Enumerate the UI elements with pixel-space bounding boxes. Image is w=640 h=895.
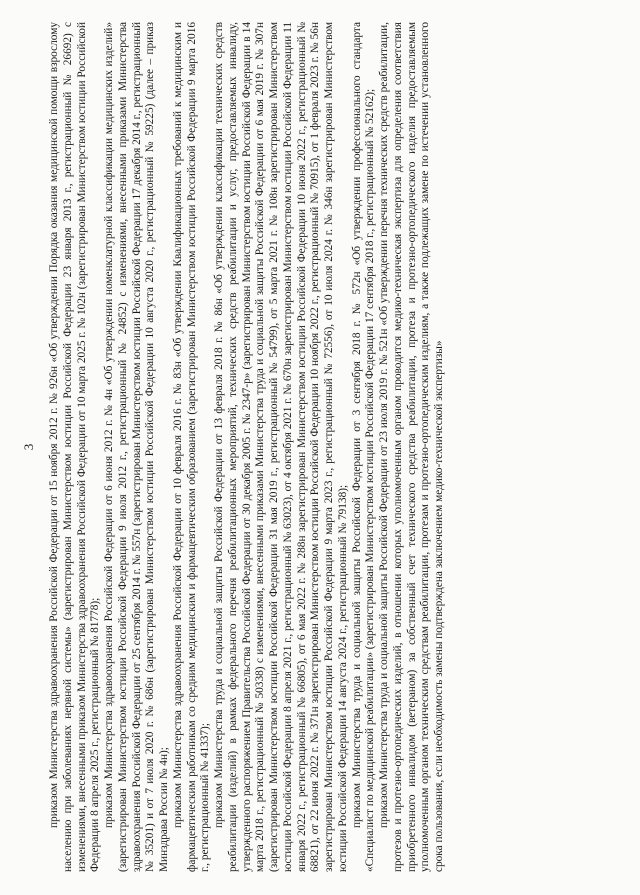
document-body	[48, 22, 447, 872]
rotated-document	[22, 22, 622, 872]
paragraph: приказом Министерства здравоохранения Российской Федерации от 10 февраля 2016 г. № 83н «Об утверждении Квалификационных требований к медицинским и фармацевтическим работникам со средним медицинским и фармацевтическим образованием (зарегистрирован Министерством юстиции Российской Федерации 9 марта 2016 г., регистрационный № 41337);	[171, 22, 212, 872]
paragraph: приказом Министерства здравоохранения Российской Федерации от 15 ноября 2012 г. № 926н «Об утверждении Порядка оказания медицинской помощи взрослому населению при заболеваниях нервной системы» (зарегистрирован Министерством юстиции Российской Федерации 23 января 2013 г., регистрационный № 26692) с изменениями, внесенными приказом Министерства здравоохранения Российской Федерации от 10 марта 2025 г. № 102н (зарегистрирован Министерством юстиции Российской Федерации 8 апреля 2025 г., регистрационный № 81778);	[48, 22, 102, 872]
page-number: 3	[21, 443, 36, 451]
paragraph: приказом Министерства труда и социальной защиты Российской Федерации от 13 февраля 2018 г. № 86н «Об утверждении классификации технических средств реабилитации (изделий) в рамках федерального перечня реабилитационных мероприятий, технических средств реабилитации и услуг, предоставляемых инвалиду, утвержденного распоряжением Правительства Российской Федерации от 30 декабря 2005 г. № 2347-р» (зарегистрирован Министерством юстиции Российской Федерации в 14 марта 2018 г., регистрационный № 50338) с изменениями, внесенными приказами Министерства труда и социальной защиты Российской Федерации от 6 мая 2019 г. № 307н (зарегистрирован Министерством юстиции Российской Федерации 31 мая 2019 г., регистрационный № 54799), от 5 марта 2021 г. № 108н зарегистрирован Министерством юстиции Российской Федерации 8 апреля 2021 г., регистрационный № 63023), от 4 октября 2021 г. № 670н зарегистрирован Министерством юстиции Российской Федерации 11 января 2022 г., регистрационный № 66805), от 6 мая 2022 г. № 288н зарегистрирован Министерством юстиции Российской Федерации 10 июня 2022 г., регистрационный № 68821), от 22 июня 2022 г. № 371н зарегистрирован Министерством юстиции Российской Федерации 10 ноября 2022 г., регистрационный № 70915), от 1 февраля 2023 г. № 56н зарегистрирован Министерством юстиции Российской Федерации 9 марта 2023 г., регистрационный № 72556), от 10 июля 2024 г. № 346н зарегистрирован Министерством юстиции Российской Федерации 14 августа 2024 г., регистрационный № 79138);	[213, 22, 349, 872]
paragraph: приказом Министерства труда и социальной защиты Российской Федерации от 3 сентября 2018 г. № 572н «Об утверждении профессионального стандарта «Специалист по медицинской реабилитации» (зарегистрирован Министерством юстиции Российской Федерации 17 сентября 2018 г., регистрационный № 52162);	[350, 22, 377, 872]
paragraph: приказом Министерства труда и социальной защиты Российской Федерации от 23 июля 2019 г. № 521н «Об утверждении перечня технических средств реабилитации, протезов и протезно-ортопедических изделий, в отношении которых уполномоченным органом проводится медико-техническая экспертиза для определения соответствия приобретенного инвалидом (ветераном) за собственный счет технического средства реабилитации, протеза и протезно-ортопедического изделия предоставляемым уполномоченным органом техническим средствам реабилитации, протезам и протезно-ортопедическим изделиям, а также подлежащих замене по истечении установленного срока пользования, если необходимость замены подтверждена заключением медико-технической экспертизы»	[378, 22, 445, 872]
paragraph: приказом Министерства здравоохранения Российской Федерации от 6 июня 2012 г. № 4н «Об утверждении номенклатурной классификации медицинских изделий» (зарегистрирован Министерством юстиции Российской Федерации 9 июля 2012 г., регистрационный № 24852) с изменениями, внесенными приказами Министерства здравоохранения Российской Федерации от 25 сентября 2014 г. № 557н (зарегистрирован Министерством юстиции Российской Федерации 17 декабря 2014 г., регистрационный № 35201) и от 7 июля 2020 г. № 686н (зарегистрирован Министерством юстиции Российской Федерации 10 августа 2020 г., регистрационный № 59225) (далее – приказ Минздрава России № 4н);	[103, 22, 170, 872]
